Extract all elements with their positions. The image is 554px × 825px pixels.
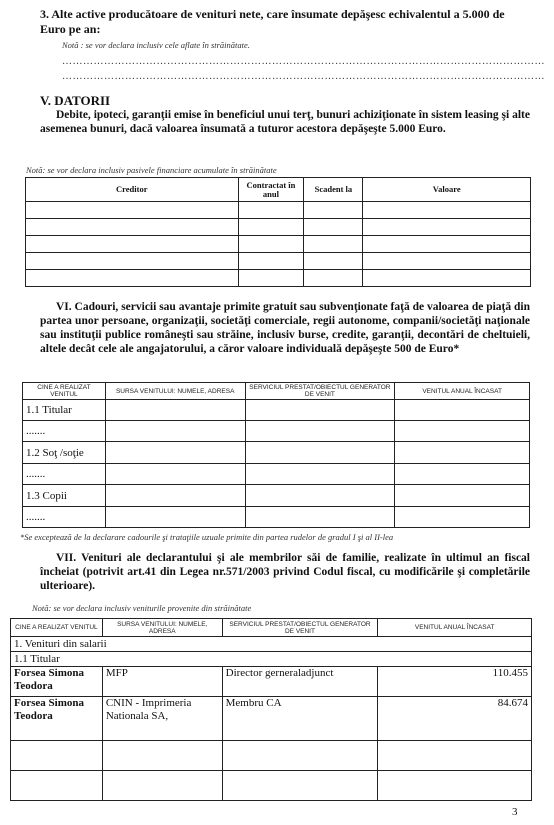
table-row bbox=[26, 202, 531, 219]
section-3-dots-1: ………………………………………………………………………………………………………………………… bbox=[62, 56, 545, 67]
income-header-row bbox=[11, 619, 532, 637]
row-label: ....... bbox=[23, 507, 106, 528]
table-row bbox=[26, 236, 531, 253]
section-3-note: Notă : se vor declara inclusiv cele aflate în străinătate. bbox=[62, 40, 250, 50]
table-row bbox=[11, 741, 532, 771]
income-amount: 110.455 bbox=[378, 667, 532, 697]
table-row bbox=[23, 421, 530, 442]
income-service: Membru CA bbox=[222, 697, 378, 741]
group-label: 1. Venituri din salarii bbox=[11, 637, 532, 652]
table-row bbox=[11, 637, 532, 652]
row-label: 1.3 Copii bbox=[23, 485, 106, 507]
section-3-title-line2: Euro pe an: bbox=[40, 22, 101, 36]
header-source: SURSA VENITULUI: NUMELE, ADRESA bbox=[102, 619, 222, 637]
table-row bbox=[11, 697, 532, 741]
row-label: 1.1 Titular bbox=[23, 400, 106, 421]
section-7-text: VII. Venituri ale declarantului şi ale membrilor săi de familie, realizate în ultimul an fiscal încheiat (potrivit art.41 din Legea nr.571/2003 privind Codul fiscal, cu modificările şi completările ulterioare). bbox=[40, 552, 530, 592]
header-service: SERVICIUL PRESTAT/OBIECTUL GENERATOR DE VENIT bbox=[222, 619, 378, 637]
table-row bbox=[11, 667, 532, 697]
table-row bbox=[26, 219, 531, 236]
section-6-text: VI. Cadouri, servicii sau avantaje primite gratuit sau subvenţionate faţă de valoarea de piaţă din partea unor persoane, organizaţii, societăţi comerciale, regii autonome, companii/societăţi naţionale sau instituţii publice româneşti sau străine, inclusiv burse, credite, garanţii, decontări de cheltuieli, altele decât cele ale angajatorului, a căror valoare individuală depăşeşte 500 de Euro* bbox=[40, 301, 530, 355]
header-source: SURSA VENITULUI: NUMELE, ADRESA bbox=[105, 383, 245, 400]
header-income: VENITUL ANUAL ÎNCASAT bbox=[378, 619, 532, 637]
income-source: MFP bbox=[102, 667, 222, 697]
subgroup-label: 1.1 Titular bbox=[11, 652, 532, 667]
section-3-dots-2: ………………………………………………………………………………………………………………………… bbox=[62, 71, 545, 82]
header-contractat: Contractat în anul bbox=[238, 178, 304, 202]
income-table bbox=[10, 618, 532, 801]
income-who: Forsea Simona Teodora bbox=[11, 667, 103, 697]
row-label: ....... bbox=[23, 421, 106, 442]
income-service: Director gerneraladjunct bbox=[222, 667, 378, 697]
header-who: CINE A REALIZAT VENITUL bbox=[23, 383, 106, 400]
section-7-note: Notă: se vor declara inclusiv veniturile provenite din străinătate bbox=[32, 603, 252, 613]
section-3-title-line1: 3. Alte active producătoare de venituri nete, care însumate depăşesc echivalentul a 5.000 de bbox=[40, 7, 505, 21]
table-row bbox=[23, 485, 530, 507]
table-row bbox=[23, 400, 530, 421]
gifts-table bbox=[22, 382, 530, 528]
debts-header-row bbox=[26, 178, 531, 202]
section-5-title: V. DATORII bbox=[40, 93, 111, 108]
income-who: Forsea Simona Teodora bbox=[11, 697, 103, 741]
table-row bbox=[23, 442, 530, 464]
header-service: SERVICIUL PRESTAT/OBIECTUL GENERATOR DE VENIT bbox=[245, 383, 395, 400]
debts-table bbox=[25, 177, 531, 287]
section-5-note: Notă: se vor declara inclusiv pasivele financiare acumulate în străinătate bbox=[26, 165, 277, 175]
header-income: VENITUL ANUAL ÎNCASAT bbox=[395, 383, 530, 400]
table-row bbox=[26, 270, 531, 287]
header-creditor: Creditor bbox=[26, 178, 239, 202]
header-who: CINE A REALIZAT VENITUL bbox=[11, 619, 103, 637]
table-row bbox=[11, 652, 532, 667]
section-6-footnote: *Se exceptează de la declarare cadourile şi trataţiile uzuale primite din partea rudelor de gradul I şi al II-lea bbox=[20, 532, 394, 542]
income-source: CNIN - Imprimeria Nationala SA, bbox=[102, 697, 222, 741]
table-row bbox=[11, 771, 532, 801]
row-label: ....... bbox=[23, 464, 106, 485]
header-valoare: Valoare bbox=[363, 178, 531, 202]
row-label: 1.2 Soţ /soţie bbox=[23, 442, 106, 464]
table-row bbox=[26, 253, 531, 270]
income-amount: 84.674 bbox=[378, 697, 532, 741]
table-row bbox=[23, 507, 530, 528]
page-number: 3 bbox=[512, 806, 518, 818]
header-scadent: Scadent la bbox=[304, 178, 363, 202]
table-row bbox=[23, 464, 530, 485]
gifts-header-row bbox=[23, 383, 530, 400]
section-5-text: Debite, ipoteci, garanţii emise în beneficiul unui terţ, bunuri achiziţionate în sistem leasing şi alte asemenea bunuri, dacă valoarea însumată a tuturor acestora depăşeşte 5.000 Euro. bbox=[40, 109, 530, 135]
